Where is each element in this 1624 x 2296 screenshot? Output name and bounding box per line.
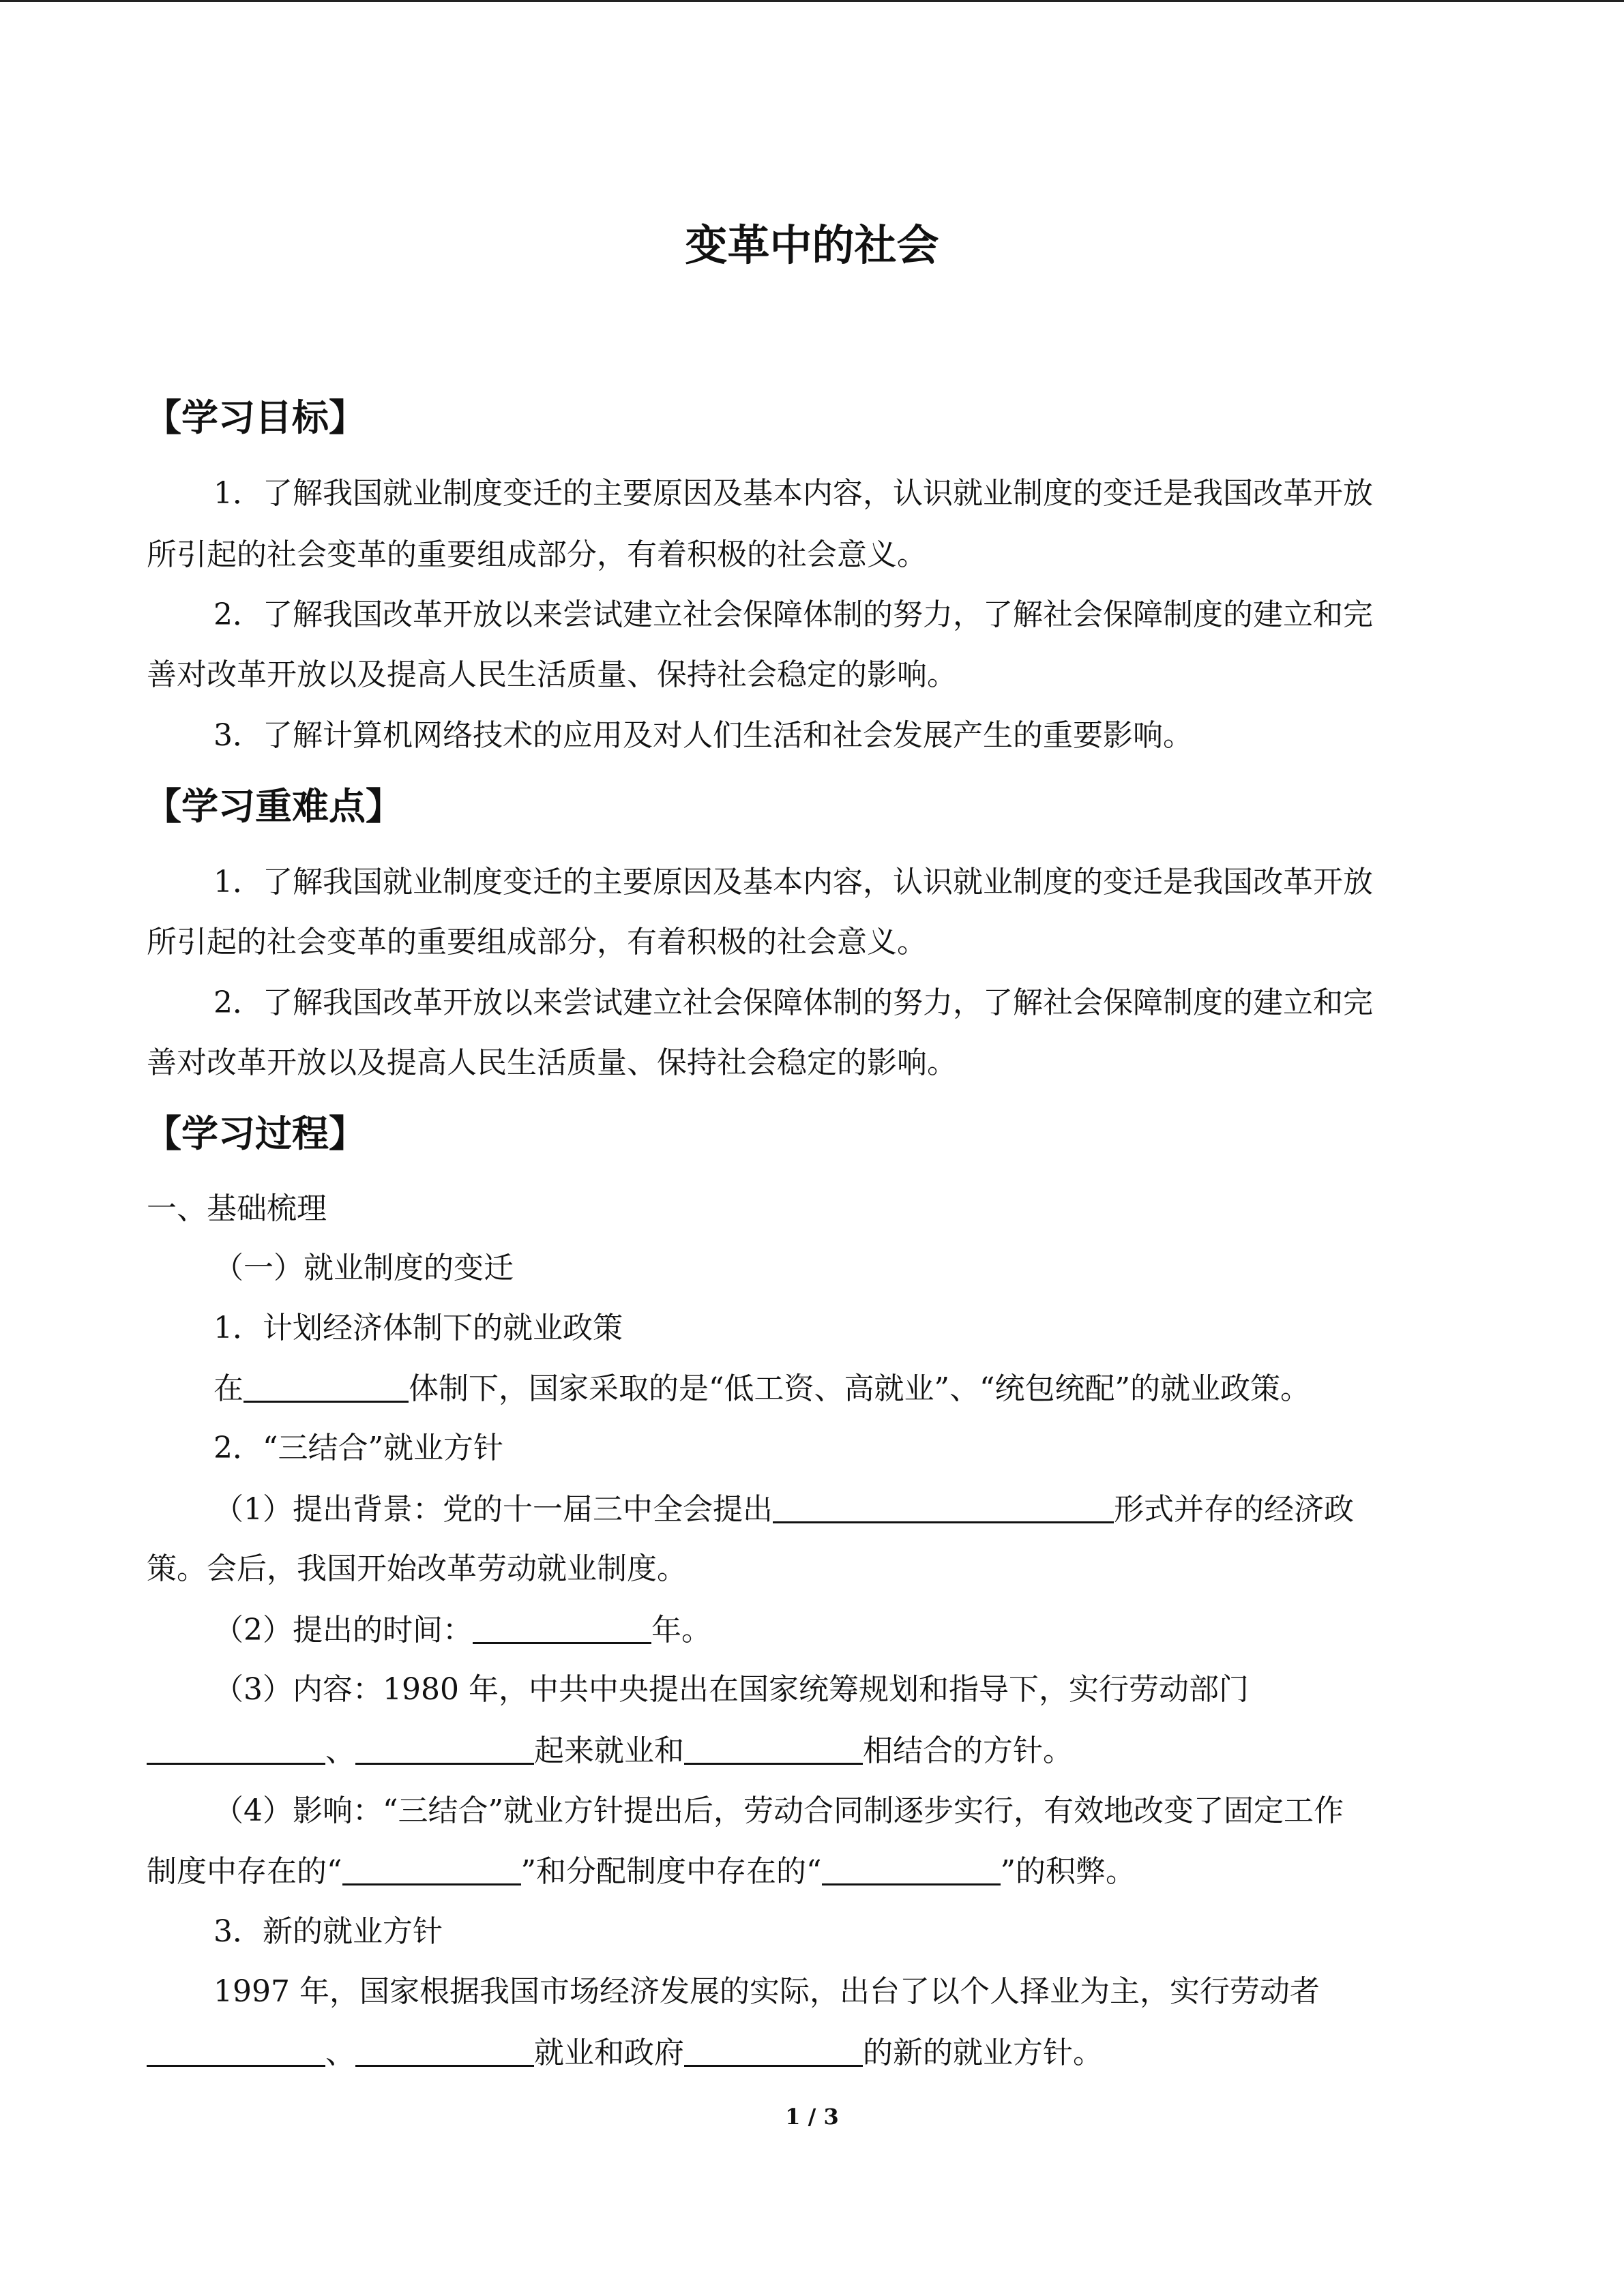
- question-3-text-after: 的新的就业方针。: [863, 2036, 1103, 2070]
- fill-blank-5[interactable]: [355, 1730, 534, 1765]
- fill-blank-1[interactable]: [243, 1368, 409, 1403]
- fill-blank-9[interactable]: [147, 2032, 325, 2067]
- fill-blank-6[interactable]: [684, 1730, 863, 1765]
- fill-blank-4[interactable]: [147, 1730, 325, 1765]
- question-2-4-line-2: [147, 1851, 1136, 1892]
- objective-2-line-2: 善对改革开放以及提高人民生活质量、保持社会稳定的影响。: [147, 657, 957, 692]
- question-3-line-2: [147, 2032, 1103, 2074]
- question-1-text-before: 在: [213, 1371, 243, 1406]
- question-1-title: 1．计划经济体制下的就业政策: [213, 1311, 623, 1345]
- question-2-1-line-2: 策。会后，我国开始改革劳动就业制度。: [147, 1551, 687, 1586]
- fill-blank-7[interactable]: [342, 1851, 521, 1885]
- question-3-line-1: 1997 年，国家根据我国市场经济发展的实际，出台了以个人择业为主，实行劳动者: [213, 1974, 1320, 2009]
- objective-3-line-1: 3．了解计算机网络技术的应用及对人们生活和社会发展产生的重要影响。: [213, 718, 1193, 753]
- section-heading-objectives: 【学习目标】: [145, 396, 366, 439]
- question-2-2-text-after: 年。: [651, 1613, 711, 1648]
- objective-1-line-2: 所引起的社会变革的重要组成部分，有着积极的社会意义。: [147, 537, 927, 572]
- fill-blank-10[interactable]: [355, 2032, 534, 2067]
- question-2-1-text-before: （1）提出背景：党的十一届三中全会提出: [213, 1492, 773, 1527]
- question-2-title: 2．“三结合”就业方针: [213, 1431, 503, 1465]
- question-2-4-text-after: ”的积弊。: [1000, 1854, 1136, 1889]
- question-2-2: [213, 1609, 711, 1651]
- question-2-1-line-1: [213, 1489, 1354, 1530]
- question-3-text-middle: 就业和政府: [534, 2036, 684, 2070]
- fill-blank-3[interactable]: [473, 1609, 651, 1644]
- question-2-4-text-before: 制度中存在的“: [147, 1854, 342, 1889]
- subsection-employment-heading: （一）就业制度的变迁: [213, 1251, 514, 1285]
- page-number: 1 / 3: [785, 2104, 839, 2130]
- objective-2-line-1: 2．了解我国改革开放以来尝试建立社会保障体制的努力，了解社会保障制度的建立和完: [213, 597, 1373, 632]
- question-2-4-line-1: （4）影响：“三结合”就业方针提出后，劳动合同制逐步实行，有效地改变了固定工作: [213, 1793, 1344, 1828]
- question-2-2-text-before: （2）提出的时间：: [213, 1613, 473, 1648]
- question-2-1-text-after: 形式并存的经济政: [1114, 1492, 1354, 1527]
- key-point-2-line-1: 2．了解我国改革开放以来尝试建立社会保障体制的努力，了解社会保障制度的建立和完: [213, 985, 1373, 1020]
- question-2-3-text-after: 相结合的方针。: [863, 1733, 1073, 1768]
- question-1-sentence: [213, 1368, 1310, 1410]
- fill-blank-8[interactable]: [822, 1851, 1001, 1885]
- question-3-separator: 、: [325, 2036, 355, 2070]
- part-1-heading: 一、基础梳理: [147, 1191, 327, 1226]
- key-point-1-line-1: 1．了解我国就业制度变迁的主要原因及基本内容，认识就业制度的变迁是我国改革开放: [213, 865, 1373, 899]
- fill-blank-2[interactable]: [773, 1489, 1114, 1523]
- page-title: 变革中的社会: [685, 220, 939, 270]
- key-point-1-line-2: 所引起的社会变革的重要组成部分，有着积极的社会意义。: [147, 925, 927, 959]
- question-2-3-separator: 、: [325, 1733, 355, 1768]
- question-2-3-text-middle: 起来就业和: [534, 1733, 684, 1768]
- objective-1-line-1: 1．了解我国就业制度变迁的主要原因及基本内容，认识就业制度的变迁是我国改革开放: [213, 476, 1373, 511]
- question-1-text-after: 体制下，国家采取的是“低工资、高就业”、“统包统配”的就业政策。: [409, 1371, 1310, 1406]
- section-heading-process: 【学习过程】: [145, 1112, 366, 1155]
- question-2-3-line-2: [147, 1730, 1073, 1772]
- question-2-3-line-1: （3）内容：1980 年，中共中央提出在国家统筹规划和指导下，实行劳动部门: [213, 1672, 1249, 1707]
- fill-blank-11[interactable]: [684, 2032, 863, 2067]
- question-3-title: 3．新的就业方针: [213, 1914, 443, 1949]
- key-point-2-line-2: 善对改革开放以及提高人民生活质量、保持社会稳定的影响。: [147, 1045, 957, 1080]
- question-2-4-text-middle: ”和分配制度中存在的“: [520, 1854, 822, 1889]
- section-heading-key-points: 【学习重难点】: [145, 785, 402, 828]
